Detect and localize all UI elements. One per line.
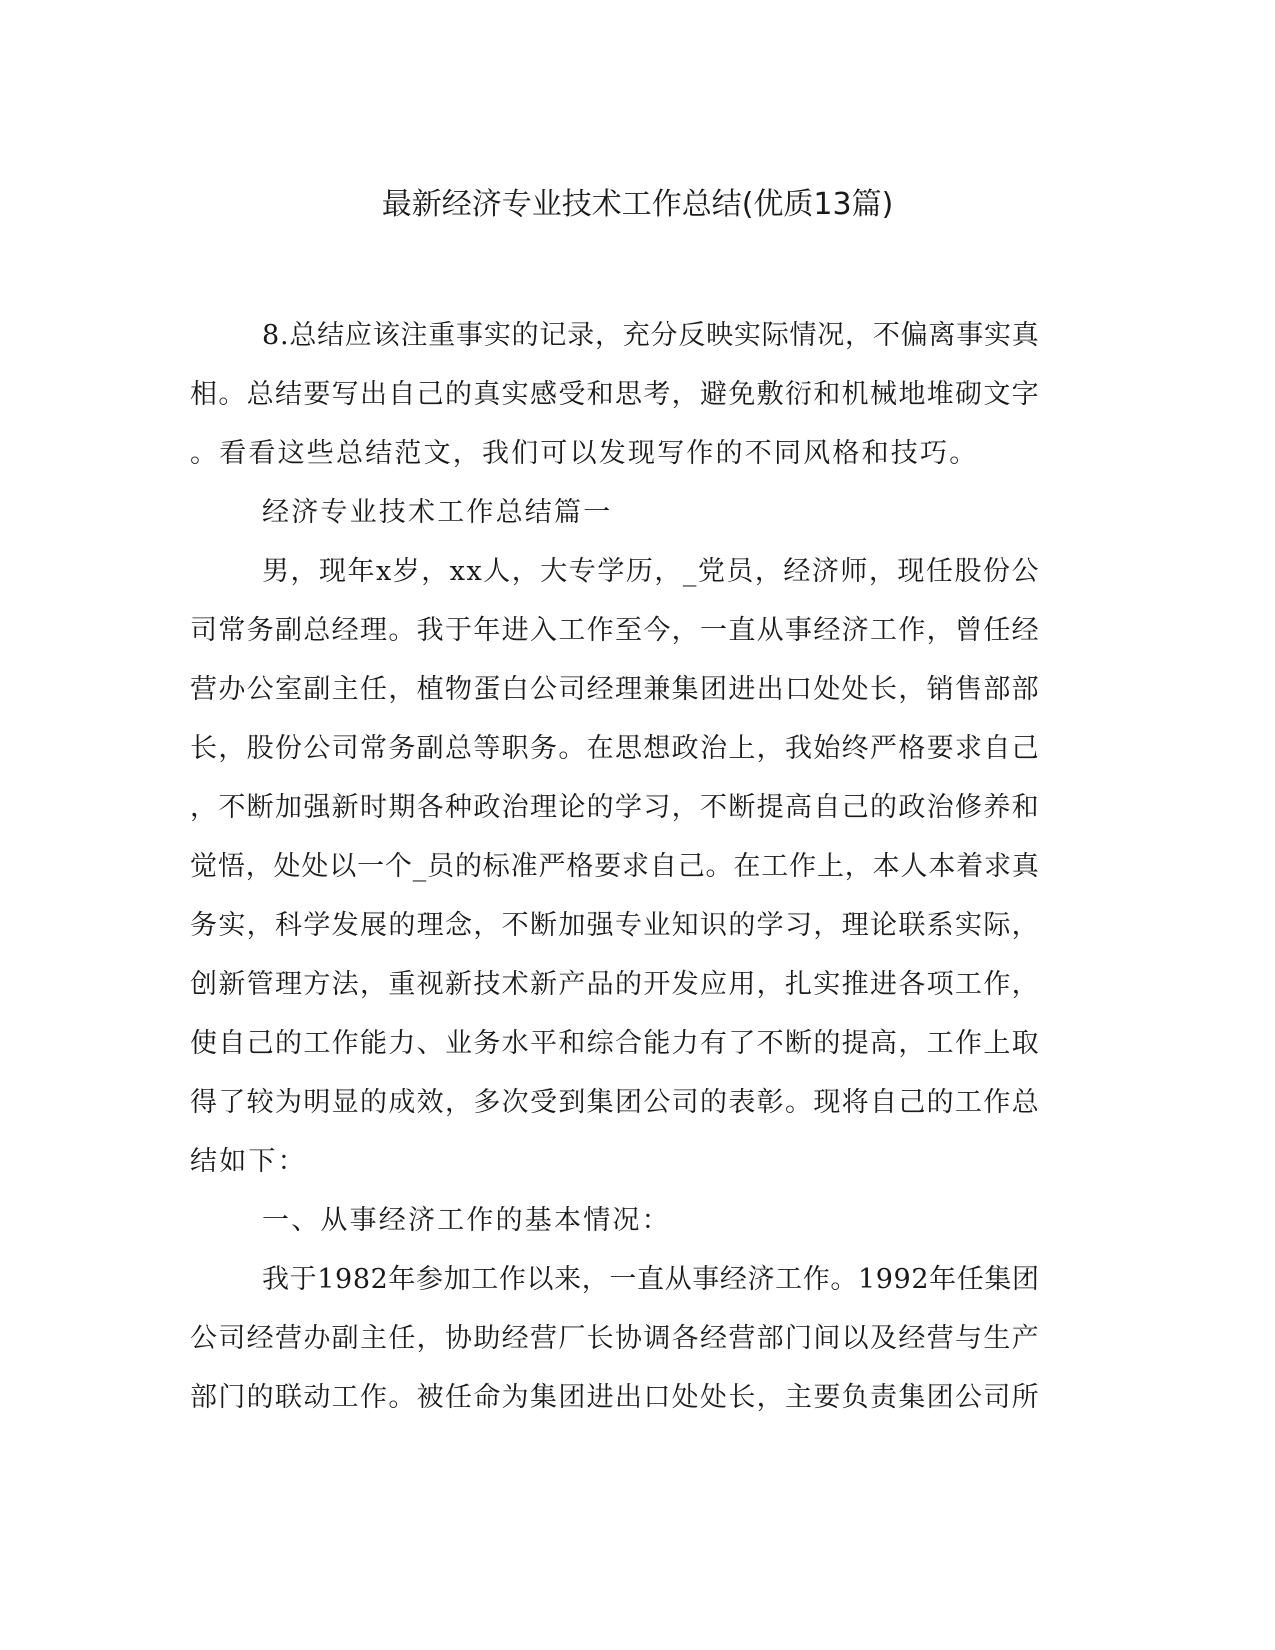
paragraph-line: 司常务副总经理。我于年进入工作至今，一直从事经济工作，曾任经 (190, 615, 1040, 646)
paragraph-line: 部门的联动工作。被任命为集团进出口处处长，主要负责集团公司所 (190, 1382, 1040, 1413)
paragraph-line: ，不断加强新时期各种政治理论的学习，不断提高自己的政治修养和 (190, 792, 1040, 823)
paragraph-line: 。看看这些总结范文，我们可以发现写作的不同风格和技巧。 (190, 438, 979, 469)
paragraph-line: 相。总结要写出自己的真实感受和思考，避免敷衍和机械地堆砌文字 (190, 379, 1040, 410)
paragraph-line: 得了较为明显的成效，多次受到集团公司的表彰。现将自己的工作总 (190, 1087, 1040, 1118)
paragraph-line: 营办公室副主任，植物蛋白公司经理兼集团进出口处处长，销售部部 (190, 674, 1040, 705)
section-heading: 一、从事经济工作的基本情况： (262, 1205, 671, 1236)
paragraph-line: 8.总结应该注重事实的记录，充分反映实际情况，不偏离事实真 (262, 320, 1040, 351)
paragraph-line: 觉悟，处处以一个_员的标准严格要求自己。在工作上，本人本着求真 (190, 851, 1040, 882)
paragraph-line: 长，股份公司常务副总等职务。在思想政治上，我始终严格要求自己 (190, 733, 1040, 764)
paragraph-line: 公司经营办副主任，协助经营厂长协调各经营部门间以及经营与生产 (190, 1323, 1040, 1354)
paragraph-line: 创新管理方法，重视新技术新产品的开发应用，扎实推进各项工作， (190, 969, 1040, 1000)
paragraph-line: 结如下： (190, 1146, 307, 1177)
paragraph-line: 男，现年x岁，xx人，大专学历，_党员，经济师，现任股份公 (262, 556, 1040, 587)
section-heading: 经济专业技术工作总结篇一 (262, 497, 613, 528)
document-title: 最新经济专业技术工作总结(优质13篇) (381, 187, 894, 222)
paragraph-line: 使自己的工作能力、业务水平和综合能力有了不断的提高，工作上取 (190, 1028, 1040, 1059)
paragraph-line: 我于1982年参加工作以来，一直从事经济工作。1992年任集团 (262, 1264, 1040, 1295)
paragraph-line: 务实，科学发展的理念，不断加强专业知识的学习，理论联系实际， (190, 910, 1040, 941)
